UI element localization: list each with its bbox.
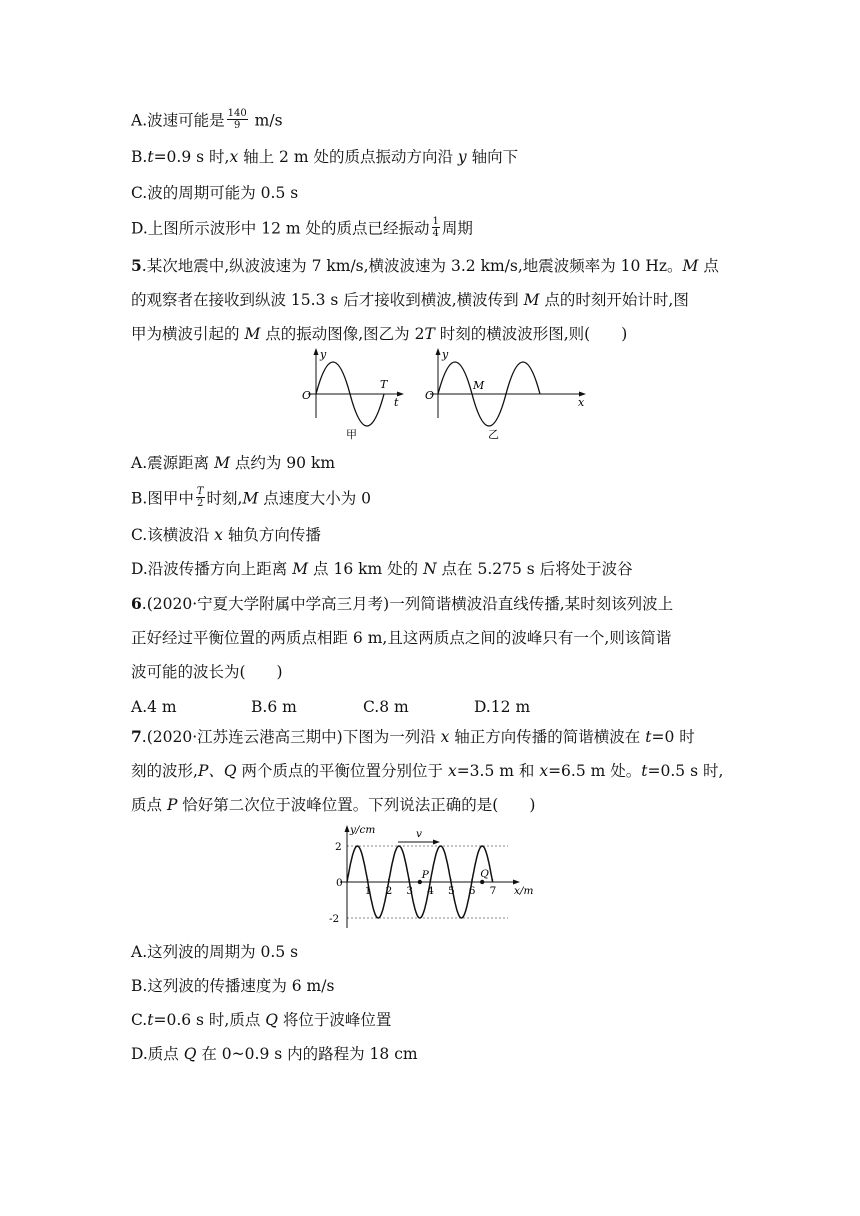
figure-jia: [296, 346, 408, 442]
velocity-arrow-head: [433, 840, 440, 845]
var: x: [229, 148, 239, 166]
option-text: =0.6 s 时,质点: [153, 1011, 266, 1029]
q7-option-c: [131, 1010, 391, 1030]
option-text: 周期: [441, 219, 473, 238]
var: x: [214, 526, 223, 544]
stem-text: 点的时刻开始计时,图: [539, 291, 689, 309]
stem-text: 刻的波形,: [131, 762, 198, 780]
y-label: y: [442, 348, 449, 361]
point-p-marker: [418, 880, 422, 884]
x-axis-arrow: [513, 880, 520, 885]
y-axis-arrow: [345, 825, 350, 832]
y-axis-arrow: [436, 348, 441, 355]
stem-text: 点的振动图像,图乙为 2: [260, 325, 425, 343]
option-text: B.图甲中: [131, 489, 194, 508]
origin-label: O: [302, 389, 312, 402]
t-label: t: [394, 396, 399, 409]
point-m-label: M: [473, 379, 485, 392]
stem-text: 点: [698, 257, 719, 275]
option-text: 将位于波峰位置: [278, 1011, 392, 1029]
var: M: [523, 291, 540, 309]
option-text: A.波速可能是: [131, 111, 225, 130]
x-tick-label: 4: [427, 885, 434, 897]
stem-text: =3.5 m 和: [456, 762, 540, 780]
q4-option-c: C.波的周期可能为 0.5 s: [131, 184, 299, 202]
numerator: 140: [227, 108, 247, 119]
q5-option-c: [131, 525, 321, 545]
q4-option-a: [131, 110, 283, 133]
question-number: 6: [131, 594, 142, 613]
figure-q7-wave: [318, 820, 536, 932]
fraction: [227, 108, 248, 131]
var: M: [242, 489, 259, 508]
stem-text: 的观察者在接收到纵波 15.3 s 后才接收到横波,横波传到: [131, 291, 524, 309]
q7-option-b: B.这列波的传播速度为 6 m/s: [131, 977, 335, 995]
option-text: m/s: [249, 111, 283, 130]
x-tick-label: 7: [489, 885, 497, 897]
stem-text: .某次地震中,纵波波速为 7 km/s,横波波速为 3.2 km/s,地震波频率为 10 Hz。: [141, 257, 683, 275]
numerator: 1: [432, 216, 439, 227]
stem-text: =6.5 m 处。: [548, 762, 642, 780]
q5-option-d: [131, 559, 633, 579]
option-text: 轴负方向传播: [222, 526, 321, 544]
stem-text: .(2020·宁夏大学附属中学高三月考)一列简谐横波沿直线传播,某时刻该列波上: [141, 595, 674, 613]
q7-option-a: A.这列波的周期为 0.5 s: [131, 943, 299, 961]
var: x: [440, 728, 450, 746]
option-text: C.该横波沿: [131, 526, 215, 544]
y-label: y: [320, 348, 327, 361]
var: M: [292, 560, 309, 578]
q4-option-d: [131, 218, 473, 241]
var: x: [539, 762, 549, 780]
q5-option-b: [131, 488, 371, 511]
q6-options: [131, 697, 731, 717]
option-text: 点约为 90 km: [229, 454, 336, 472]
stem-text: 恰好第二次位于波峰位置。下列说法正确的是( ): [177, 796, 536, 814]
q7-stem-line1: [131, 727, 695, 747]
option-text: 在 0~0.9 s 内的路程为 18 cm: [196, 1045, 418, 1063]
option-text: D.沿波传播方向上距离: [131, 560, 293, 578]
q5-stem-line3: [131, 324, 627, 344]
y-label: y/cm: [350, 824, 376, 836]
option-text: 时刻,: [206, 489, 243, 508]
origin-label: O: [425, 389, 435, 402]
option-text: 轴向下: [466, 148, 519, 166]
point-q-marker: [480, 880, 484, 884]
stem-text: 时刻的横波波形图,则( ): [434, 325, 628, 343]
stem-text: .(2020·江苏连云港高三期中)下图为一列沿: [141, 728, 441, 746]
var: x: [447, 762, 457, 780]
caption-jia: 甲: [346, 428, 357, 441]
point-q-label: Q: [480, 868, 489, 880]
q6-option-d: D.12 m: [474, 698, 531, 716]
var: M: [244, 325, 261, 343]
q6-option-a: A.4 m: [131, 698, 177, 716]
y-tick-top: 2: [335, 841, 342, 853]
q6-option-b: B.6 m: [251, 698, 297, 716]
var: T: [424, 325, 435, 343]
x-tick-label: 3: [406, 885, 414, 897]
velocity-label: v: [416, 828, 422, 840]
q6-stem-line1: [131, 594, 673, 614]
fraction: [432, 216, 440, 239]
origin-label: 0: [336, 877, 343, 889]
x-tick-label: 6: [468, 885, 476, 897]
denominator: 9: [233, 120, 241, 131]
option-text: D.质点: [131, 1045, 184, 1063]
point-p-label: P: [421, 869, 429, 881]
y-axis-arrow: [314, 348, 319, 355]
q5-stem-line2: [131, 290, 689, 310]
option-text: D.上图所示波形中 12 m 处的质点已经振动: [131, 219, 430, 238]
stem-text: 甲为横波引起的: [131, 325, 245, 343]
q7-option-d: [131, 1044, 418, 1064]
q5-stem-line1: [131, 256, 719, 276]
option-text: 点在 5.275 s 后将处于波谷: [436, 560, 633, 578]
var: t: [147, 1011, 154, 1029]
y-tick-bottom: -2: [329, 913, 340, 925]
denominator: 4: [432, 228, 439, 239]
var: t: [641, 762, 648, 780]
x-tick-label: 2: [385, 885, 393, 897]
option-text: A.震源距离: [131, 454, 215, 472]
q5-option-a: [131, 453, 335, 473]
var: P: [166, 796, 178, 814]
q7-stem-line3: [131, 795, 535, 815]
var: M: [214, 454, 230, 472]
var: Q: [265, 1011, 278, 1029]
x-label: x/m: [514, 885, 534, 897]
option-text: 点速度大小为 0: [258, 489, 372, 508]
option-text: B.: [131, 148, 148, 166]
stem-text: 轴正方向传播的简谐横波在: [449, 728, 646, 746]
x-label: x: [578, 396, 585, 409]
var: N: [423, 560, 437, 578]
q6-option-c: C.8 m: [363, 698, 409, 716]
period-label: T: [380, 378, 388, 391]
var: P、Q: [197, 762, 237, 780]
var: Q: [183, 1045, 197, 1063]
question-number: 5: [131, 256, 142, 275]
option-text: 轴上 2 m 处的质点振动方向沿: [238, 148, 458, 166]
q7-stem-line2: [131, 761, 723, 781]
denominator: 2: [196, 498, 204, 509]
numerator: T: [196, 486, 204, 497]
stem-text: 两个质点的平衡位置分别位于: [236, 762, 448, 780]
q6-stem-line2: 正好经过平衡位置的两质点相距 6 m,且这两质点之间的波峰只有一个,则该简谐: [131, 629, 672, 647]
var: t: [645, 728, 652, 746]
x-tick-label: 1: [364, 885, 372, 897]
q4-option-b: [131, 147, 518, 167]
option-text: =0.9 s 时,: [153, 148, 230, 166]
option-text: 点 16 km 处的: [308, 560, 424, 578]
option-text: C.: [131, 1011, 148, 1029]
var: y: [457, 148, 467, 166]
x-tick-label: 5: [448, 885, 455, 897]
q6-stem-line3: 波可能的波长为( ): [131, 663, 283, 681]
caption-yi: 乙: [488, 428, 499, 441]
stem-text: 质点: [131, 796, 167, 814]
stem-text: =0.5 s 时,: [647, 762, 724, 780]
stem-text: =0 时: [651, 728, 695, 746]
figure-yi: [422, 346, 590, 442]
var: t: [147, 148, 154, 166]
var: M: [682, 257, 699, 275]
fraction: [196, 486, 205, 509]
question-number: 7: [131, 727, 142, 746]
